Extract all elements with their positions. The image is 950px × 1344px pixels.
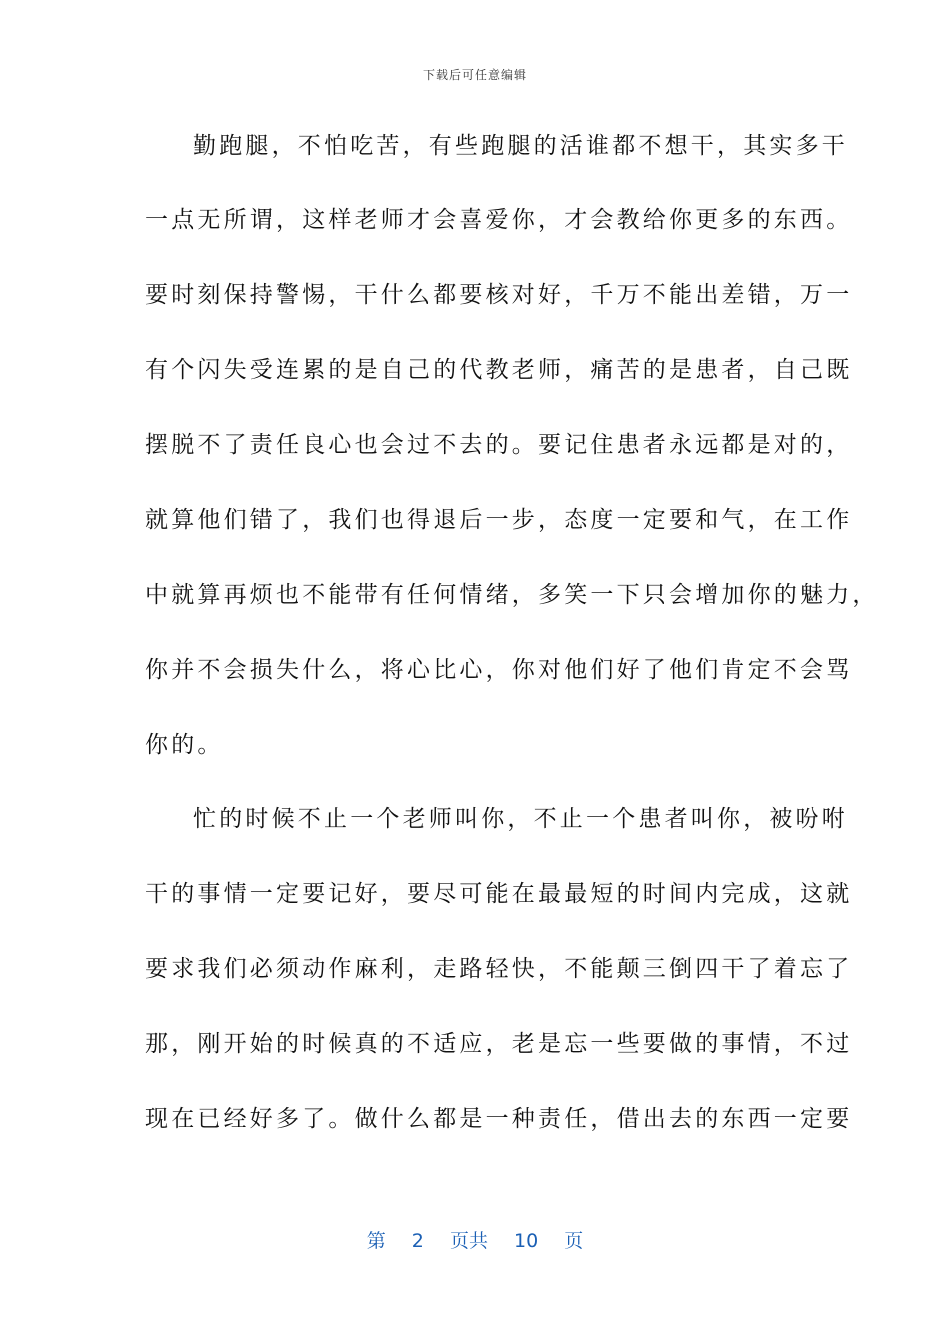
paragraph-1-line-3: 要时刻保持警惕，干什么都要核对好，千万不能出差错，万一: [145, 282, 853, 308]
paragraph-1-line-5: 摆脱不了责任良心也会过不去的。要记住患者永远都是对的，: [145, 432, 853, 458]
paragraph-1-line-4: 有个闪失受连累的是自己的代教老师，痛苦的是患者，自己既: [145, 357, 853, 383]
page-suffix: 页: [564, 1230, 584, 1252]
page-header: 下载后可任意编辑: [422, 68, 527, 82]
paragraph-1-line-1: 勤跑腿，不怕吃苦，有些跑腿的活谁都不想干，其实多干: [193, 133, 848, 159]
paragraph-2-line-3: 要求我们必须动作麻利，走路轻快，不能颠三倒四干了着忘了: [145, 956, 853, 982]
paragraph-2-line-2: 干的事情一定要记好，要尽可能在最最短的时间内完成，这就: [145, 881, 853, 907]
page-prefix: 第: [366, 1230, 386, 1252]
paragraph-2-line-1: 忙的时候不止一个老师叫你，不止一个患者叫你，被吩咐: [193, 806, 848, 832]
total-pages-number: 10: [514, 1230, 539, 1252]
paragraph-1-line-9: 你的。: [145, 732, 224, 758]
paragraph-2-line-4: 那，刚开始的时候真的不适应，老是忘一些要做的事情，不过: [145, 1031, 853, 1057]
paragraph-1-line-6: 就算他们错了，我们也得退后一步，态度一定要和气，在工作: [145, 507, 853, 533]
paragraph-1-line-2: 一点无所谓，这样老师才会喜爱你，才会教给你更多的东西。: [145, 207, 853, 233]
paragraph-1-line-8: 你并不会损失什么，将心比心，你对他们好了他们肯定不会骂: [145, 657, 853, 683]
page-number-footer: [0, 1226, 950, 1253]
page-middle: 页共: [449, 1230, 488, 1252]
paragraph-1-line-7: 中就算再烦也不能带有任何情绪，多笑一下只会增加你的魅力，: [145, 582, 879, 608]
paragraph-2-line-5: 现在已经好多了。做什么都是一种责任，借出去的东西一定要: [145, 1106, 853, 1132]
current-page-number: 2: [411, 1230, 424, 1252]
